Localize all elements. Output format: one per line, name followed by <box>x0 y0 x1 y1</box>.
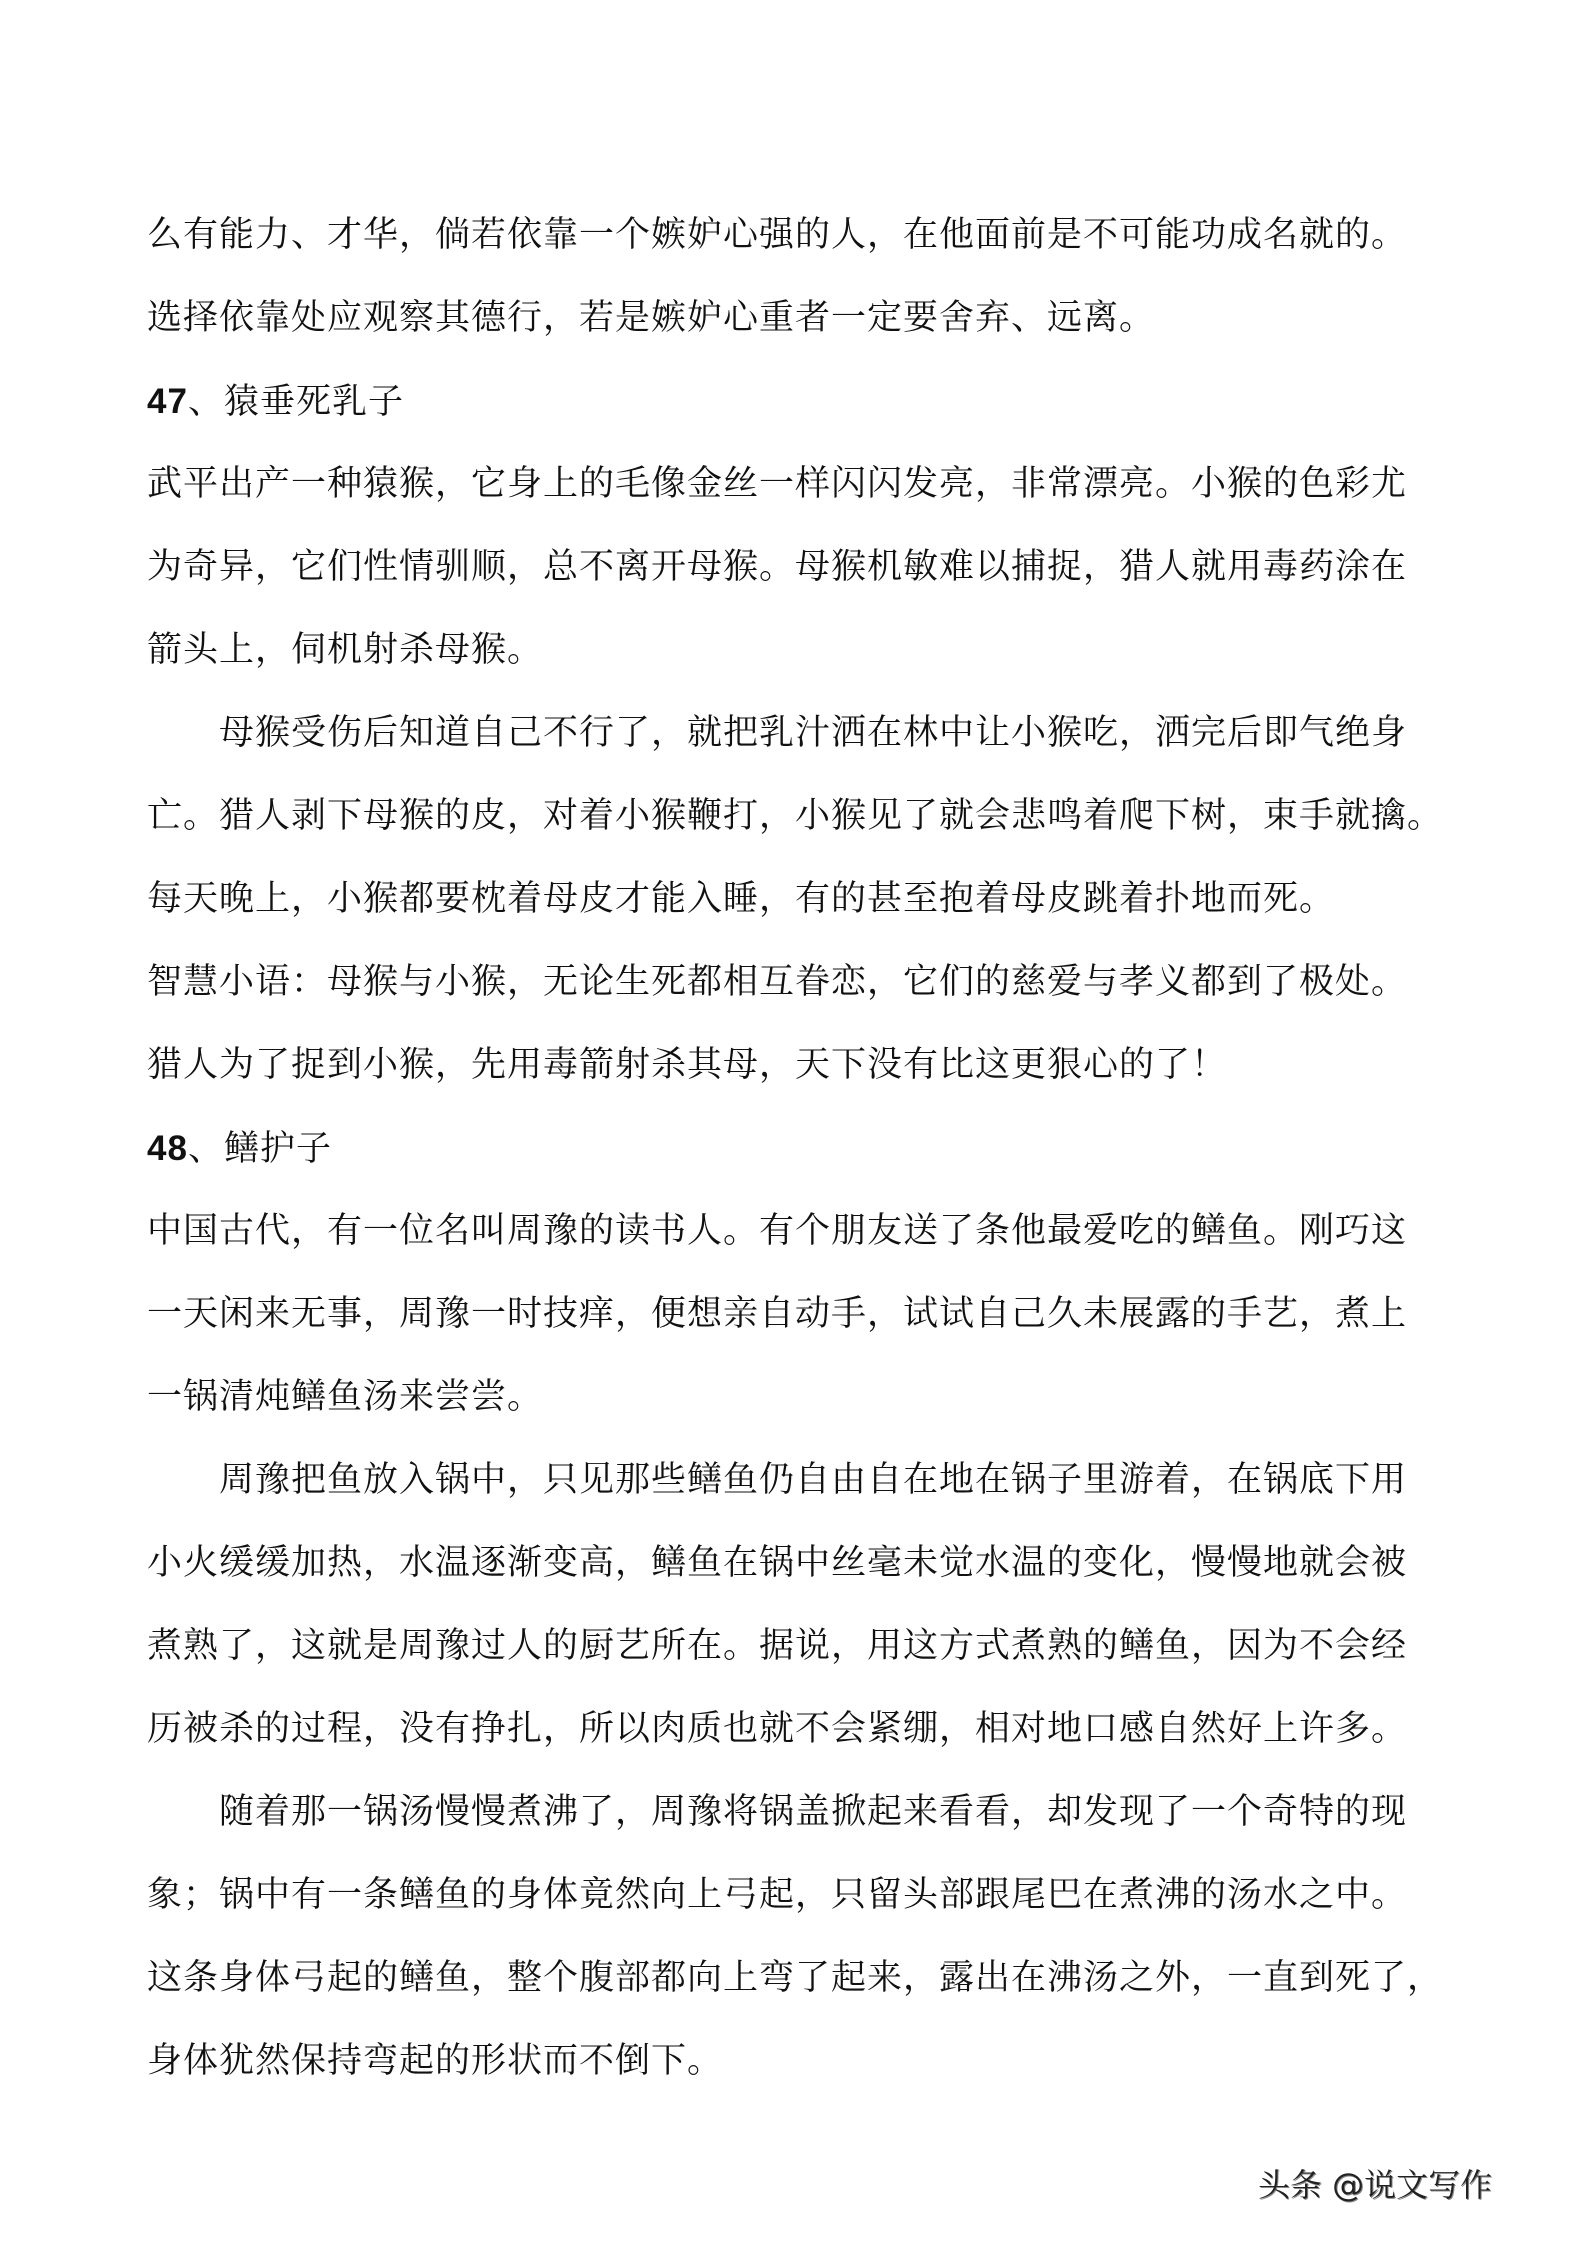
text-line: 么有能力、才华，倘若依靠一个嫉妒心强的人，在他面前是不可能功成名就的。 <box>147 215 1408 255</box>
section-title: 、猿垂死乳子 <box>187 382 404 422</box>
text-line: 猎人为了捉到小猴，先用毒箭射杀其母，天下没有比这更狠心的了！ <box>147 1045 1228 1085</box>
text-line: 选择依靠处应观察其德行，若是嫉妒心重者一定要舍弃、远离。 <box>147 298 1156 338</box>
section-title: 、鳝护子 <box>187 1129 332 1169</box>
text-line: 这条身体弓起的鳝鱼，整个腹部都向上弯了起来，露出在沸汤之外，一直到死了， <box>147 1958 1444 1998</box>
text-line: 随着那一锅汤慢慢煮沸了，周豫将锅盖掀起来看看，却发现了一个奇特的现 <box>219 1792 1408 1832</box>
text-line: 为奇异，它们性情驯顺，总不离开母猴。母猴机敏难以捕捉，猎人就用毒药涂在 <box>147 547 1408 587</box>
text-line: 每天晚上，小猴都要枕着母皮才能入睡，有的甚至抱着母皮跳着扑地而死。 <box>147 879 1336 919</box>
text-line: 身体犹然保持弯起的形状而不倒下。 <box>147 2041 724 2081</box>
text-line: 一天闲来无事，周豫一时技痒，便想亲自动手，试试自己久未展露的手艺，煮上 <box>147 1294 1408 1334</box>
text-line: 一锅清炖鳝鱼汤来尝尝。 <box>147 1377 544 1417</box>
text-line: 煮熟了，这就是周豫过人的厨艺所在。据说，用这方式煮熟的鳝鱼，因为不会经 <box>147 1626 1408 1666</box>
text-line: 母猴受伤后知道自己不行了，就把乳汁洒在林中让小猴吃，洒完后即气绝身 <box>219 713 1408 753</box>
section-number: 48 <box>147 1129 188 1168</box>
text-line: 箭头上，伺机射杀母猴。 <box>147 630 544 670</box>
watermark: 头条 @说文写作 <box>1258 2166 1493 2204</box>
section-number: 47 <box>147 382 188 421</box>
text-line: 历被杀的过程，没有挣扎，所以肉质也就不会紧绷，相对地口感自然好上许多。 <box>147 1709 1408 1749</box>
text-line: 亡。猎人剥下母猴的皮，对着小猴鞭打，小猴见了就会悲鸣着爬下树，束手就擒。 <box>147 796 1444 836</box>
text-line: 象；锅中有一条鳝鱼的身体竟然向上弓起，只留头部跟尾巴在煮沸的汤水之中。 <box>147 1875 1408 1915</box>
document-body <box>147 194 1467 2103</box>
text-line: 智慧小语：母猴与小猴，无论生死都相互眷恋，它们的慈爱与孝义都到了极处。 <box>147 962 1408 1002</box>
text-line: 周豫把鱼放入锅中，只见那些鳝鱼仍自由自在地在锅子里游着，在锅底下用 <box>219 1460 1408 1500</box>
text-line: 中国古代，有一位名叫周豫的读书人。有个朋友送了条他最爱吃的鳝鱼。刚巧这 <box>147 1211 1408 1251</box>
section-heading-48 <box>147 1107 1467 1190</box>
text-line: 武平出产一种猿猴，它身上的毛像金丝一样闪闪发亮，非常漂亮。小猴的色彩尤 <box>147 464 1408 504</box>
section-heading-47 <box>147 360 1467 443</box>
text-line: 小火缓缓加热，水温逐渐变高，鳝鱼在锅中丝毫未觉水温的变化，慢慢地就会被 <box>147 1543 1408 1583</box>
